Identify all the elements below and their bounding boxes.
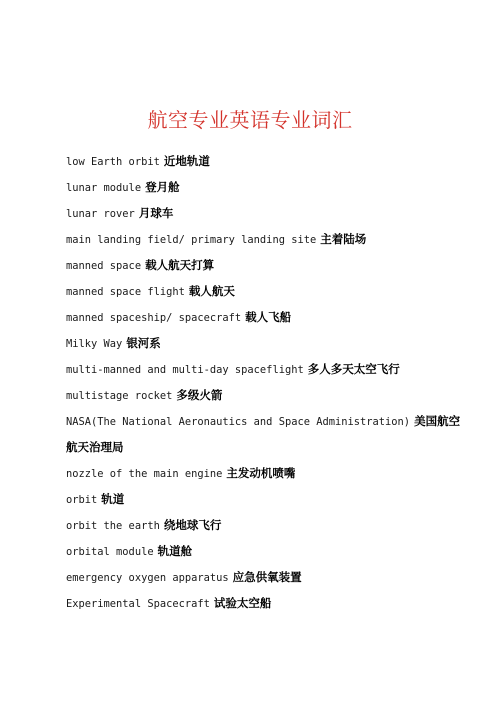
chinese-term: 月球车: [138, 206, 174, 220]
english-term: Milky Way: [66, 338, 123, 350]
english-term: manned space flight: [66, 286, 185, 298]
vocabulary-entry: [66, 304, 456, 330]
english-term: orbital module: [66, 546, 154, 558]
english-term: manned spaceship/ spacecraft: [66, 312, 242, 324]
chinese-term: 主着陆场: [320, 232, 367, 246]
vocabulary-list: [66, 148, 461, 616]
vocabulary-entry: [66, 148, 456, 174]
vocabulary-entry: [66, 382, 456, 408]
vocabulary-entry: [66, 174, 456, 200]
english-term: nozzle of the main engine: [66, 468, 223, 480]
chinese-term: 载人航天打算: [145, 258, 215, 272]
english-term: manned space: [66, 260, 142, 272]
english-term: orbit: [66, 494, 98, 506]
chinese-term: 应急供氧装置: [232, 570, 302, 584]
chinese-term: 试验太空船: [213, 596, 272, 610]
english-term: lunar rover: [66, 208, 135, 220]
chinese-term: 轨道舱: [157, 544, 193, 558]
chinese-term: 载人航天: [188, 284, 235, 298]
english-term: main landing field/ primary landing site: [66, 234, 317, 246]
chinese-term: 绕地球飞行: [163, 518, 222, 532]
chinese-term: 多人多天太空飞行: [307, 362, 400, 376]
english-term: lunar module: [66, 182, 142, 194]
chinese-term: 近地轨道: [163, 154, 210, 168]
english-term: low Earth orbit: [66, 156, 160, 168]
vocabulary-entry: [66, 356, 456, 382]
vocabulary-entry-continuation: [66, 434, 456, 460]
chinese-term: 主发动机喷嘴: [226, 466, 296, 480]
chinese-term: 轨道: [101, 492, 125, 506]
chinese-term: 银河系: [126, 336, 161, 350]
vocabulary-entry: [66, 252, 456, 278]
english-term: orbit the earth: [66, 520, 160, 532]
chinese-term: 航天治理局: [66, 440, 124, 454]
chinese-term: 多级火箭: [176, 388, 223, 402]
english-term: NASA(The National Aeronautics and Space Administration): [66, 416, 411, 428]
english-term: multistage rocket: [66, 390, 173, 402]
vocabulary-entry: [66, 590, 456, 616]
english-term: multi-manned and multi-day spaceflight: [66, 364, 304, 376]
vocabulary-entry: [66, 512, 456, 538]
vocabulary-entry: [66, 278, 456, 304]
vocabulary-entry: [66, 408, 461, 434]
vocabulary-entry: [66, 486, 456, 512]
english-term: Experimental Spacecraft: [66, 598, 210, 610]
vocabulary-entry: [66, 564, 456, 590]
vocabulary-entry: [66, 330, 456, 356]
vocabulary-entry: [66, 460, 456, 486]
vocabulary-entry: [66, 226, 456, 252]
english-term: emergency oxygen apparatus: [66, 572, 229, 584]
vocabulary-entry: [66, 538, 456, 564]
document-title: 航空专业英语专业词汇: [147, 108, 353, 132]
vocabulary-entry: [66, 200, 456, 226]
chinese-term: 登月舱: [145, 180, 180, 194]
chinese-term: 美国航空: [414, 414, 461, 428]
chinese-term: 载人飞船: [245, 310, 292, 324]
